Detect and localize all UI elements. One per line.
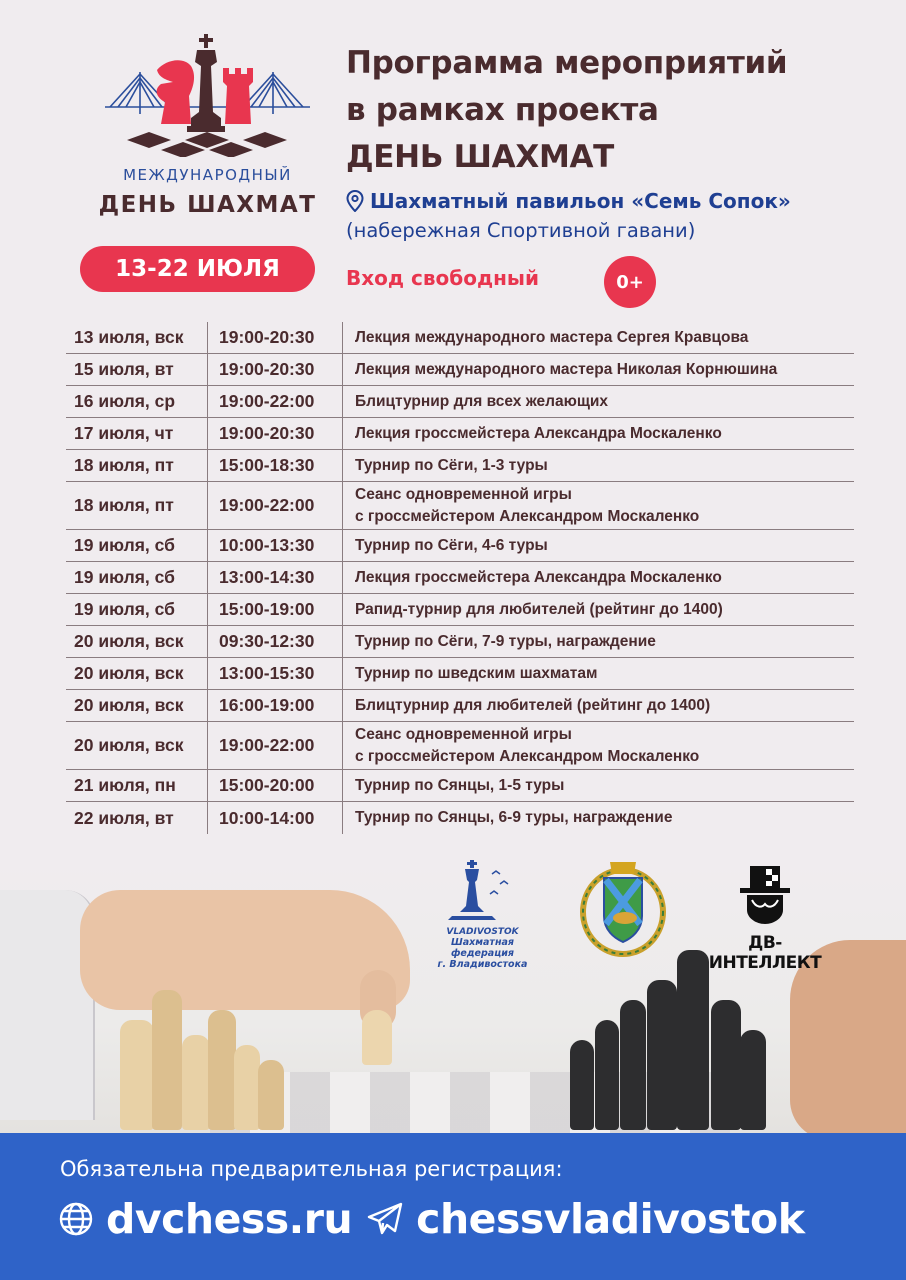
- date-badge: 13-22 ИЮЛЯ: [80, 246, 315, 292]
- table-row: [66, 802, 854, 834]
- primorye-coat-of-arms: [580, 858, 666, 963]
- table-row: [66, 530, 854, 562]
- contact-links: [58, 1195, 804, 1243]
- row-event: [342, 802, 854, 834]
- registration-footer: [0, 1133, 906, 1280]
- event-text: Турнир по Сянцы, 1-5 туры: [355, 776, 565, 794]
- federation-brand: VLADIVOSTOK: [446, 927, 519, 937]
- row-event: [342, 450, 854, 481]
- event-text: Лекция международного мастера Николая Корнюшина: [355, 360, 778, 378]
- location-pin-icon: [346, 190, 364, 212]
- row-date: 19 июля, сб: [74, 599, 175, 619]
- event-text: Турнир по Сянцы, 6-9 туры, награждение: [355, 809, 673, 826]
- row-date: 20 июля, вск: [74, 695, 184, 715]
- event-text: Рапид-турнир для любителей (рейтинг до 1400): [355, 600, 723, 618]
- row-time: 19:00-22:00: [207, 722, 342, 769]
- dv-intellect-name: ДВ-ИНТЕЛЛЕКТ: [708, 933, 822, 973]
- row-event: [342, 658, 854, 689]
- row-event: [342, 770, 854, 801]
- table-row: [66, 770, 854, 802]
- table-row: [66, 594, 854, 626]
- page-title: [346, 40, 886, 181]
- logo-subtitle: МЕЖДУНАРОДНЫЙ: [123, 166, 292, 184]
- table-row: [66, 658, 854, 690]
- row-date: 15 июля, вт: [74, 359, 174, 379]
- row-date: 16 июля, ср: [74, 391, 176, 411]
- table-row: [66, 562, 854, 594]
- table-row: [66, 690, 854, 722]
- chess-bridge-logo-icon: [105, 32, 310, 157]
- federation-logo: [425, 860, 540, 970]
- table-row: [66, 450, 854, 482]
- row-time: 10:00-13:30: [207, 530, 342, 561]
- row-date: 13 июля, вск: [74, 327, 184, 347]
- event-text: Сеанс одновременной игры: [355, 725, 572, 743]
- row-time: 10:00-14:00: [207, 802, 342, 834]
- federation-name-line-2: г. Владивостока: [437, 959, 528, 970]
- row-date: 20 июля, вск: [74, 663, 184, 683]
- table-row: [66, 482, 854, 530]
- row-date: 19 июля, сб: [74, 535, 175, 555]
- venue-name: Шахматный павильон «Семь Сопок»: [370, 189, 791, 213]
- row-date: 20 июля, вск: [74, 631, 184, 651]
- row-time: 13:00-15:30: [207, 658, 342, 689]
- table-row: [66, 322, 854, 354]
- schedule-table: [66, 322, 854, 834]
- event-text: Турнир по Сёги, 7-9 туры, награждение: [355, 632, 656, 650]
- row-time: 19:00-20:30: [207, 354, 342, 385]
- event-logo: [85, 32, 330, 222]
- federation-name-line-1: Шахматная федерация: [450, 937, 515, 959]
- event-text: Лекция гроссмейстера Александра Москаленко: [355, 568, 722, 586]
- row-event: [342, 530, 854, 561]
- dv-intellect-logo: [700, 866, 830, 973]
- row-date: 18 июля, пт: [74, 455, 174, 475]
- globe-icon: [58, 1201, 94, 1237]
- title-line-2: в рамках проекта: [346, 92, 659, 128]
- row-date: 17 июля, чт: [74, 423, 174, 443]
- event-text: Блицтурнир для любителей (рейтинг до 1400): [355, 696, 711, 714]
- row-event: [342, 482, 854, 529]
- row-event: [342, 322, 854, 353]
- registration-note: Обязательна предварительная регистрация:: [60, 1157, 563, 1181]
- row-time: 13:00-14:30: [207, 562, 342, 593]
- telegram-contact: [366, 1195, 804, 1243]
- telegram-handle[interactable]: chessvladivostok: [416, 1195, 805, 1243]
- entry-info: Вход свободный: [346, 266, 540, 290]
- owl-hat-icon: [740, 866, 790, 924]
- white-pieces-image: [110, 980, 290, 1130]
- row-event: [342, 626, 854, 657]
- title-line-1: Программа мероприятий: [346, 45, 788, 81]
- row-event: [342, 594, 854, 625]
- table-row: [66, 418, 854, 450]
- white-pawn-icon: [362, 1010, 392, 1065]
- row-date: 22 июля, вт: [74, 807, 174, 828]
- title-line-3: ДЕНЬ ШАХМАТ: [346, 139, 615, 175]
- website-link[interactable]: dvchess.ru: [106, 1195, 353, 1243]
- table-row: [66, 626, 854, 658]
- row-time: 15:00-19:00: [207, 594, 342, 625]
- row-event: [342, 386, 854, 417]
- event-text: Лекция международного мастера Сергея Кравцова: [355, 328, 749, 346]
- row-time: 19:00-20:30: [207, 418, 342, 449]
- row-date: 20 июля, вск: [74, 735, 184, 755]
- event-text: Лекция гроссмейстера Александра Москаленко: [355, 424, 722, 442]
- venue-detail: (набережная Спортивной гавани): [346, 219, 696, 242]
- row-time: 19:00-22:00: [207, 386, 342, 417]
- event-text: Турнир по шведским шахматам: [355, 664, 598, 682]
- logo-title: ДЕНЬ ШАХМАТ: [98, 192, 317, 218]
- table-row: [66, 722, 854, 770]
- row-event: [342, 690, 854, 721]
- table-row: [66, 386, 854, 418]
- row-time: 19:00-22:00: [207, 482, 342, 529]
- row-time: 15:00-20:00: [207, 770, 342, 801]
- event-text: с гроссмейстером Александром Москаленко: [355, 747, 700, 765]
- row-event: [342, 418, 854, 449]
- row-event: [342, 722, 854, 769]
- partner-logos: [420, 858, 840, 973]
- row-time: 19:00-20:30: [207, 322, 342, 353]
- event-text: Турнир по Сёги, 1-3 туры: [355, 456, 548, 474]
- event-text: Блицтурнир для всех желающих: [355, 392, 609, 410]
- telegram-icon: [366, 1201, 404, 1237]
- venue: [346, 189, 791, 213]
- event-text: Сеанс одновременной игры: [355, 485, 572, 503]
- row-time: 16:00-19:00: [207, 690, 342, 721]
- event-text: Турнир по Сёги, 4-6 туры: [355, 536, 548, 554]
- row-date: 19 июля, сб: [74, 567, 175, 587]
- row-date: 21 июля, пн: [74, 775, 176, 795]
- event-text: с гроссмейстером Александром Москаленко: [355, 507, 700, 525]
- king-with-birds-icon: [448, 860, 518, 922]
- row-event: [342, 354, 854, 385]
- coat-of-arms-icon: [580, 858, 666, 958]
- age-rating-badge: 0+: [604, 256, 656, 308]
- row-time: 09:30-12:30: [207, 626, 342, 657]
- row-date: 18 июля, пт: [74, 495, 174, 515]
- row-event: [342, 562, 854, 593]
- row-time: 15:00-18:30: [207, 450, 342, 481]
- table-row: [66, 354, 854, 386]
